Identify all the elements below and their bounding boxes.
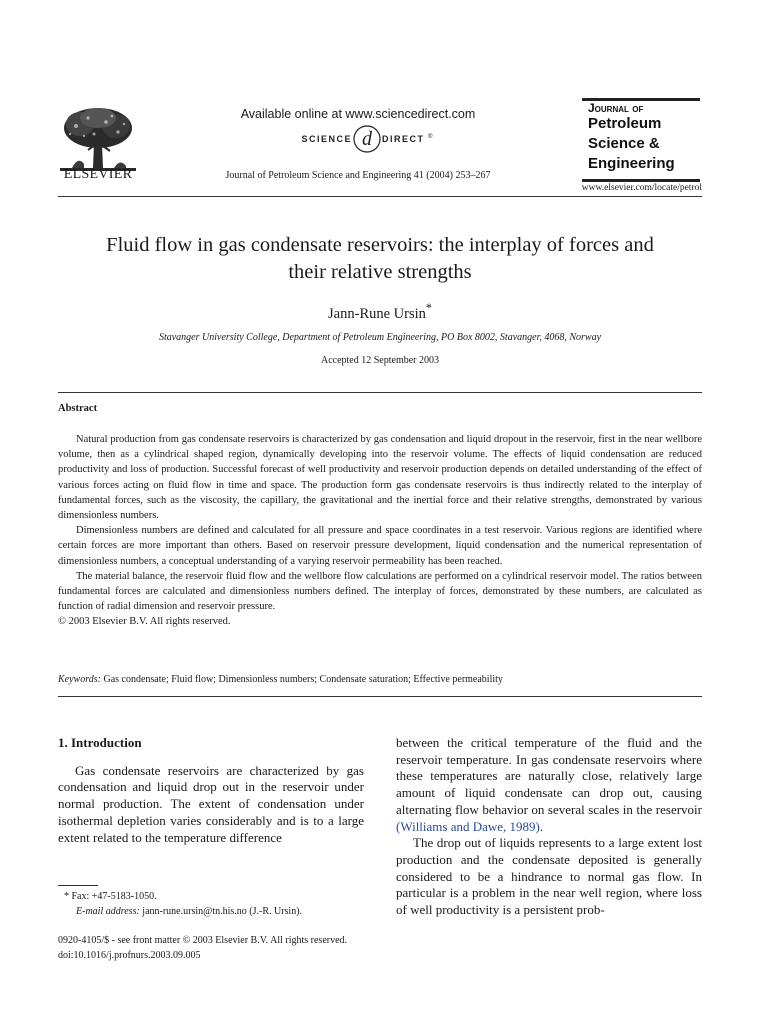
footnote-email <box>58 904 364 919</box>
abstract-body <box>58 432 702 630</box>
abstract-paragraph: Natural production from gas condensate reservoirs is characterized by gas condensation and liquid dropout in the reservoir, first in the near wellbore volume, then as a cylindrical shaped region, dynamically developing into the reservoir volume. The effects of liquid condensation are reduced productivity and loss of production. Successful forecast of well productivity and reservoir production depends on detailed understanding of the effect of various forces acting on fluid flow in time and space. The production form gas condensate reservoirs is thus indirectly related to the interplay of fundamental forces, such as the viscosity, the capillary, the gravitational and the inertial force and their relative strengths, demonstrated by various dimensionless numbers. <box>58 434 702 522</box>
abstract-heading: Abstract <box>58 403 98 414</box>
journal-logo-line4: Engineering <box>588 155 675 172</box>
author-line <box>58 301 702 323</box>
svg-text:®: ® <box>428 134 433 140</box>
journal-citation: Journal of Petroleum Science and Engineering 41 (2004) 253–267 <box>225 170 491 181</box>
title-line-1: Fluid flow in gas condensate reservoirs: the interplay of forces and <box>106 234 654 256</box>
body-paragraph: The drop out of liquids represents to a large extent lost production and the condensate deposited is generally considered to be a hindrance to normal gas flow. In particular is a problem in the near well region, where loss of well productivity is a persistent prob- <box>396 835 702 918</box>
accepted-date: Accepted 12 September 2003 <box>320 355 440 366</box>
abstract-bottom-divider <box>58 696 702 697</box>
sciencedirect-logo <box>282 123 476 155</box>
abstract-copyright: © 2003 Elsevier B.V. All rights reserved. <box>58 616 231 628</box>
sciencedirect-left-text: SCIENCE <box>301 134 352 144</box>
abstract-paragraph: The material balance, the reservoir fluid flow and the wellbore flow calculations are performed on a cylindrical reservoir model. The ratios between fundamental forces are calculated and dimensionless numbers defined. The interplay of forces, demonstrated by these numbers, are calculated as function of radial dimension and reservoir pressure. <box>58 570 702 613</box>
affiliation: Stavanger University College, Department of Petroleum Engineering, PO Box 8002, Stavanger, 4068, Norway <box>158 332 602 343</box>
front-matter-info <box>58 934 458 963</box>
email-address[interactable]: jann-rune.ursin@tn.his.no (J.-R. Ursin). <box>142 906 303 917</box>
title-line-2: their relative strengths <box>288 261 472 283</box>
keywords-list: Gas condensate; Fluid flow; Dimensionless numbers; Condensate saturation; Effective permeability <box>103 674 503 685</box>
available-online-text[interactable]: Available online at www.sciencedirect.com <box>240 107 476 121</box>
author-name: Jann-Rune Ursin <box>328 305 426 322</box>
email-label: E-mail address: <box>76 906 140 917</box>
svg-text:d: d <box>362 128 372 150</box>
author-footnote-mark[interactable]: * <box>425 301 432 315</box>
header-divider <box>58 196 702 197</box>
footnote-fax: * Fax: +47-5183-1050. <box>64 891 157 902</box>
footnote-rule <box>58 885 98 886</box>
section-heading: 1. Introduction <box>58 735 142 750</box>
left-column <box>58 735 364 846</box>
citation-link[interactable]: (Williams and Dawe, 1989) <box>396 818 540 834</box>
issn-line: 0920-4105/$ - see front matter © 2003 Elsevier B.V. All rights reserved. <box>58 935 348 946</box>
right-column <box>396 735 702 919</box>
body-paragraph <box>396 735 702 835</box>
journal-url[interactable]: www.elsevier.com/locate/petrol <box>581 183 702 193</box>
journal-logo <box>588 102 698 174</box>
abstract-paragraph: Dimensionless numbers are defined and calculated for all pressure and space coordinates in a test reservoir. Various regions are identified where certain forces are more important than others. Based on reservoir pressure development, liquid condensation and the numerical representation of dimensionless numbers, a conceptual understanding of a varying reservoir permeability has been reached. <box>58 525 702 567</box>
sciencedirect-right-text: DIRECT <box>382 134 425 144</box>
body-text: . <box>539 818 544 834</box>
journal-logo-line1: Journal of <box>588 101 644 115</box>
body-paragraph: Gas condensate reservoirs are characterized by gas condensation and liquid drop out in the reservoir under normal production. The extent of condensation under isothermal depletion varies considerably and is to a large extent related to the temperature difference <box>58 762 364 845</box>
keywords <box>58 674 702 685</box>
publisher-name: ELSEVIER <box>63 167 133 182</box>
keywords-label: Keywords: <box>58 674 101 685</box>
abstract-top-divider <box>58 392 702 393</box>
journal-logo-line2: Petroleum <box>588 115 662 132</box>
body-text: between the critical temperature of the fluid and the reservoir temperature. In gas condensate reservoirs where these temperatures are naturally close, relatively large amount of liquid condensate can drop out, causing alternating flow behavior on several scales in the reservoir <box>396 735 702 817</box>
journal-logo-line3: Science & <box>588 135 660 152</box>
footnote <box>58 889 364 919</box>
article-title <box>58 232 702 286</box>
doi-line[interactable]: doi:10.1016/j.profnurs.2003.09.005 <box>58 949 201 961</box>
